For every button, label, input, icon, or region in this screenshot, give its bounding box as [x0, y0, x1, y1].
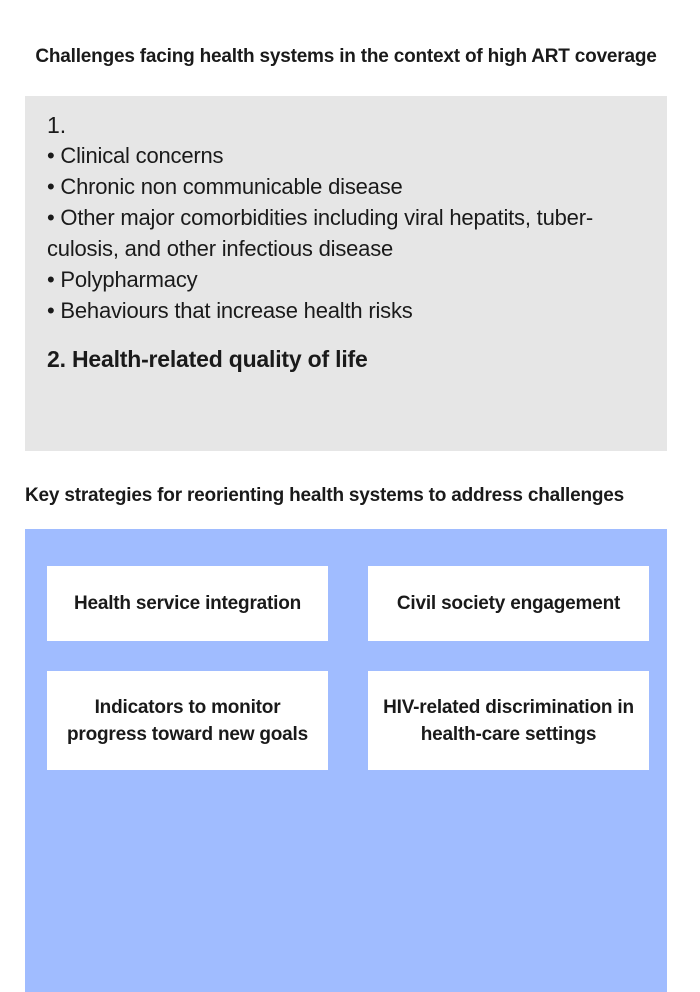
strategy-card-hiv-discrimination: HIV-related discrimination in health-care settings	[368, 671, 649, 770]
challenge-item-chronic-ncd: • Chronic non communicable disease	[47, 171, 645, 202]
strategy-card-indicators: Indicators to monitor progress toward new goals	[47, 671, 328, 770]
strategy-card-civil-society-engagement: Civil society engagement	[368, 566, 649, 641]
challenge-item-behaviours: • Behaviours that increase health risks	[47, 295, 645, 326]
strategies-title: Key strategies for reorienting health systems to address challenges	[25, 485, 625, 506]
section-2-title: 2. Health-related quality of life	[47, 346, 368, 372]
section-1-number: 1.	[47, 112, 67, 138]
challenges-box	[25, 96, 667, 451]
challenge-item-comorbidities: • Other major comorbidities including viral hepatits, tuber-culosis, and other infectious disease	[47, 202, 645, 264]
challenges-list	[47, 140, 645, 326]
strategy-card-health-service-integration: Health service integration	[47, 566, 328, 641]
challenge-item-polypharmacy: • Polypharmacy	[47, 264, 645, 295]
strategies-area	[25, 529, 667, 992]
challenge-item-clinical-concerns: • Clinical concerns	[47, 140, 645, 171]
challenges-title: Challenges facing health systems in the context of high ART coverage	[35, 46, 657, 67]
